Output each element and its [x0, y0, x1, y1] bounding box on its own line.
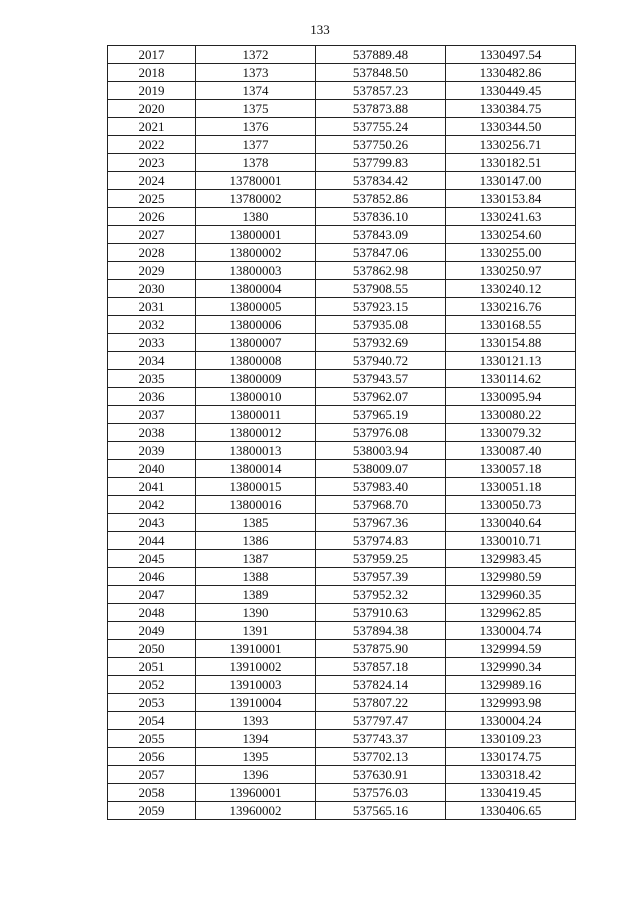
point-id-cell: 13910001 [196, 640, 316, 658]
table-row [108, 478, 576, 496]
table-row [108, 280, 576, 298]
table-row [108, 64, 576, 82]
x-coordinate-cell: 537565.16 [316, 802, 446, 820]
point-id-cell: 1386 [196, 532, 316, 550]
y-coordinate-cell: 1330095.94 [446, 388, 576, 406]
table-row [108, 604, 576, 622]
y-coordinate-cell: 1330419.45 [446, 784, 576, 802]
y-coordinate-cell: 1330168.55 [446, 316, 576, 334]
x-coordinate-cell: 537983.40 [316, 478, 446, 496]
table-row [108, 334, 576, 352]
row-index-cell: 2039 [108, 442, 196, 460]
row-index-cell: 2043 [108, 514, 196, 532]
x-coordinate-cell: 537910.63 [316, 604, 446, 622]
table-row [108, 424, 576, 442]
table-row [108, 388, 576, 406]
table-row [108, 208, 576, 226]
y-coordinate-cell: 1330057.18 [446, 460, 576, 478]
row-index-cell: 2036 [108, 388, 196, 406]
table-row [108, 748, 576, 766]
point-id-cell: 13800008 [196, 352, 316, 370]
table-row [108, 406, 576, 424]
x-coordinate-cell: 537750.26 [316, 136, 446, 154]
y-coordinate-cell: 1330154.88 [446, 334, 576, 352]
y-coordinate-cell: 1330254.60 [446, 226, 576, 244]
point-id-cell: 1376 [196, 118, 316, 136]
table-row [108, 190, 576, 208]
y-coordinate-cell: 1330406.65 [446, 802, 576, 820]
table-row [108, 784, 576, 802]
point-id-cell: 1388 [196, 568, 316, 586]
y-coordinate-cell: 1329994.59 [446, 640, 576, 658]
y-coordinate-cell: 1330216.76 [446, 298, 576, 316]
point-id-cell: 1393 [196, 712, 316, 730]
point-id-cell: 1396 [196, 766, 316, 784]
table-row [108, 262, 576, 280]
table-row [108, 226, 576, 244]
table-row [108, 370, 576, 388]
x-coordinate-cell: 537967.36 [316, 514, 446, 532]
y-coordinate-cell: 1329989.16 [446, 676, 576, 694]
row-index-cell: 2055 [108, 730, 196, 748]
row-index-cell: 2038 [108, 424, 196, 442]
x-coordinate-cell: 538003.94 [316, 442, 446, 460]
x-coordinate-cell: 537952.32 [316, 586, 446, 604]
row-index-cell: 2050 [108, 640, 196, 658]
x-coordinate-cell: 537894.38 [316, 622, 446, 640]
table-row [108, 640, 576, 658]
x-coordinate-cell: 537857.18 [316, 658, 446, 676]
y-coordinate-cell: 1330384.75 [446, 100, 576, 118]
table-row [108, 676, 576, 694]
y-coordinate-cell: 1330344.50 [446, 118, 576, 136]
point-id-cell: 1373 [196, 64, 316, 82]
y-coordinate-cell: 1330449.45 [446, 82, 576, 100]
row-index-cell: 2053 [108, 694, 196, 712]
table-row [108, 586, 576, 604]
y-coordinate-cell: 1329993.98 [446, 694, 576, 712]
coordinates-table [107, 45, 576, 820]
x-coordinate-cell: 537935.08 [316, 316, 446, 334]
row-index-cell: 2030 [108, 280, 196, 298]
table-row [108, 622, 576, 640]
table-body [108, 46, 576, 820]
point-id-cell: 1375 [196, 100, 316, 118]
x-coordinate-cell: 537755.24 [316, 118, 446, 136]
row-index-cell: 2051 [108, 658, 196, 676]
table-row [108, 802, 576, 820]
table-row [108, 550, 576, 568]
point-id-cell: 1372 [196, 46, 316, 64]
y-coordinate-cell: 1330147.00 [446, 172, 576, 190]
table-row [108, 514, 576, 532]
point-id-cell: 13800010 [196, 388, 316, 406]
row-index-cell: 2018 [108, 64, 196, 82]
x-coordinate-cell: 537576.03 [316, 784, 446, 802]
y-coordinate-cell: 1330114.62 [446, 370, 576, 388]
point-id-cell: 1374 [196, 82, 316, 100]
table-row [108, 82, 576, 100]
table-row [108, 712, 576, 730]
point-id-cell: 13800016 [196, 496, 316, 514]
x-coordinate-cell: 537959.25 [316, 550, 446, 568]
row-index-cell: 2045 [108, 550, 196, 568]
point-id-cell: 13800012 [196, 424, 316, 442]
row-index-cell: 2028 [108, 244, 196, 262]
row-index-cell: 2025 [108, 190, 196, 208]
y-coordinate-cell: 1330121.13 [446, 352, 576, 370]
table-row [108, 154, 576, 172]
row-index-cell: 2041 [108, 478, 196, 496]
row-index-cell: 2022 [108, 136, 196, 154]
x-coordinate-cell: 537932.69 [316, 334, 446, 352]
row-index-cell: 2024 [108, 172, 196, 190]
row-index-cell: 2034 [108, 352, 196, 370]
y-coordinate-cell: 1330482.86 [446, 64, 576, 82]
y-coordinate-cell: 1330174.75 [446, 748, 576, 766]
table-row [108, 172, 576, 190]
row-index-cell: 2042 [108, 496, 196, 514]
row-index-cell: 2017 [108, 46, 196, 64]
point-id-cell: 1391 [196, 622, 316, 640]
y-coordinate-cell: 1330153.84 [446, 190, 576, 208]
row-index-cell: 2029 [108, 262, 196, 280]
row-index-cell: 2046 [108, 568, 196, 586]
table-row [108, 730, 576, 748]
x-coordinate-cell: 537857.23 [316, 82, 446, 100]
x-coordinate-cell: 537889.48 [316, 46, 446, 64]
row-index-cell: 2037 [108, 406, 196, 424]
y-coordinate-cell: 1330182.51 [446, 154, 576, 172]
y-coordinate-cell: 1330080.22 [446, 406, 576, 424]
point-id-cell: 13800001 [196, 226, 316, 244]
y-coordinate-cell: 1330051.18 [446, 478, 576, 496]
table-row [108, 298, 576, 316]
table-row [108, 532, 576, 550]
x-coordinate-cell: 537824.14 [316, 676, 446, 694]
y-coordinate-cell: 1330250.97 [446, 262, 576, 280]
row-index-cell: 2058 [108, 784, 196, 802]
row-index-cell: 2056 [108, 748, 196, 766]
x-coordinate-cell: 537836.10 [316, 208, 446, 226]
y-coordinate-cell: 1330079.32 [446, 424, 576, 442]
y-coordinate-cell: 1329980.59 [446, 568, 576, 586]
row-index-cell: 2048 [108, 604, 196, 622]
point-id-cell: 13800006 [196, 316, 316, 334]
row-index-cell: 2023 [108, 154, 196, 172]
y-coordinate-cell: 1330004.24 [446, 712, 576, 730]
row-index-cell: 2027 [108, 226, 196, 244]
point-id-cell: 13910003 [196, 676, 316, 694]
x-coordinate-cell: 537923.15 [316, 298, 446, 316]
x-coordinate-cell: 537962.07 [316, 388, 446, 406]
x-coordinate-cell: 537968.70 [316, 496, 446, 514]
row-index-cell: 2033 [108, 334, 196, 352]
table-row [108, 244, 576, 262]
table-row [108, 694, 576, 712]
table-row [108, 766, 576, 784]
y-coordinate-cell: 1330497.54 [446, 46, 576, 64]
point-id-cell: 13910004 [196, 694, 316, 712]
table-row [108, 136, 576, 154]
point-id-cell: 13780002 [196, 190, 316, 208]
x-coordinate-cell: 537843.09 [316, 226, 446, 244]
row-index-cell: 2040 [108, 460, 196, 478]
x-coordinate-cell: 537799.83 [316, 154, 446, 172]
table-row [108, 460, 576, 478]
table-row [108, 100, 576, 118]
y-coordinate-cell: 1330241.63 [446, 208, 576, 226]
row-index-cell: 2026 [108, 208, 196, 226]
x-coordinate-cell: 537702.13 [316, 748, 446, 766]
row-index-cell: 2057 [108, 766, 196, 784]
row-index-cell: 2047 [108, 586, 196, 604]
y-coordinate-cell: 1330255.00 [446, 244, 576, 262]
point-id-cell: 1395 [196, 748, 316, 766]
row-index-cell: 2019 [108, 82, 196, 100]
table-row [108, 46, 576, 64]
table-row [108, 352, 576, 370]
x-coordinate-cell: 537807.22 [316, 694, 446, 712]
point-id-cell: 1389 [196, 586, 316, 604]
x-coordinate-cell: 537834.42 [316, 172, 446, 190]
point-id-cell: 13800005 [196, 298, 316, 316]
y-coordinate-cell: 1329962.85 [446, 604, 576, 622]
table-row [108, 658, 576, 676]
x-coordinate-cell: 537743.37 [316, 730, 446, 748]
point-id-cell: 13910002 [196, 658, 316, 676]
table-row [108, 442, 576, 460]
row-index-cell: 2035 [108, 370, 196, 388]
row-index-cell: 2032 [108, 316, 196, 334]
y-coordinate-cell: 1330240.12 [446, 280, 576, 298]
row-index-cell: 2052 [108, 676, 196, 694]
y-coordinate-cell: 1330256.71 [446, 136, 576, 154]
point-id-cell: 13780001 [196, 172, 316, 190]
point-id-cell: 1378 [196, 154, 316, 172]
y-coordinate-cell: 1329983.45 [446, 550, 576, 568]
page-number: 133 [310, 22, 330, 37]
row-index-cell: 2059 [108, 802, 196, 820]
table-row [108, 496, 576, 514]
x-coordinate-cell: 537873.88 [316, 100, 446, 118]
x-coordinate-cell: 537848.50 [316, 64, 446, 82]
y-coordinate-cell: 1330087.40 [446, 442, 576, 460]
table-row [108, 568, 576, 586]
x-coordinate-cell: 537965.19 [316, 406, 446, 424]
point-id-cell: 13800007 [196, 334, 316, 352]
x-coordinate-cell: 537908.55 [316, 280, 446, 298]
x-coordinate-cell: 537957.39 [316, 568, 446, 586]
point-id-cell: 1387 [196, 550, 316, 568]
y-coordinate-cell: 1330004.74 [446, 622, 576, 640]
row-index-cell: 2031 [108, 298, 196, 316]
point-id-cell: 1390 [196, 604, 316, 622]
point-id-cell: 13800009 [196, 370, 316, 388]
point-id-cell: 1394 [196, 730, 316, 748]
x-coordinate-cell: 537630.91 [316, 766, 446, 784]
x-coordinate-cell: 538009.07 [316, 460, 446, 478]
y-coordinate-cell: 1330109.23 [446, 730, 576, 748]
x-coordinate-cell: 537852.86 [316, 190, 446, 208]
table-row [108, 316, 576, 334]
row-index-cell: 2020 [108, 100, 196, 118]
point-id-cell: 13960002 [196, 802, 316, 820]
y-coordinate-cell: 1330050.73 [446, 496, 576, 514]
point-id-cell: 13800003 [196, 262, 316, 280]
point-id-cell: 13800011 [196, 406, 316, 424]
row-index-cell: 2021 [108, 118, 196, 136]
x-coordinate-cell: 537847.06 [316, 244, 446, 262]
point-id-cell: 13800015 [196, 478, 316, 496]
table-row [108, 118, 576, 136]
y-coordinate-cell: 1330040.64 [446, 514, 576, 532]
x-coordinate-cell: 537976.08 [316, 424, 446, 442]
point-id-cell: 13800013 [196, 442, 316, 460]
x-coordinate-cell: 537797.47 [316, 712, 446, 730]
y-coordinate-cell: 1329960.35 [446, 586, 576, 604]
point-id-cell: 1377 [196, 136, 316, 154]
point-id-cell: 13800004 [196, 280, 316, 298]
point-id-cell: 13960001 [196, 784, 316, 802]
x-coordinate-cell: 537940.72 [316, 352, 446, 370]
point-id-cell: 1380 [196, 208, 316, 226]
x-coordinate-cell: 537862.98 [316, 262, 446, 280]
x-coordinate-cell: 537875.90 [316, 640, 446, 658]
y-coordinate-cell: 1330318.42 [446, 766, 576, 784]
y-coordinate-cell: 1330010.71 [446, 532, 576, 550]
x-coordinate-cell: 537943.57 [316, 370, 446, 388]
point-id-cell: 13800014 [196, 460, 316, 478]
row-index-cell: 2044 [108, 532, 196, 550]
point-id-cell: 13800002 [196, 244, 316, 262]
y-coordinate-cell: 1329990.34 [446, 658, 576, 676]
row-index-cell: 2049 [108, 622, 196, 640]
point-id-cell: 1385 [196, 514, 316, 532]
x-coordinate-cell: 537974.83 [316, 532, 446, 550]
row-index-cell: 2054 [108, 712, 196, 730]
